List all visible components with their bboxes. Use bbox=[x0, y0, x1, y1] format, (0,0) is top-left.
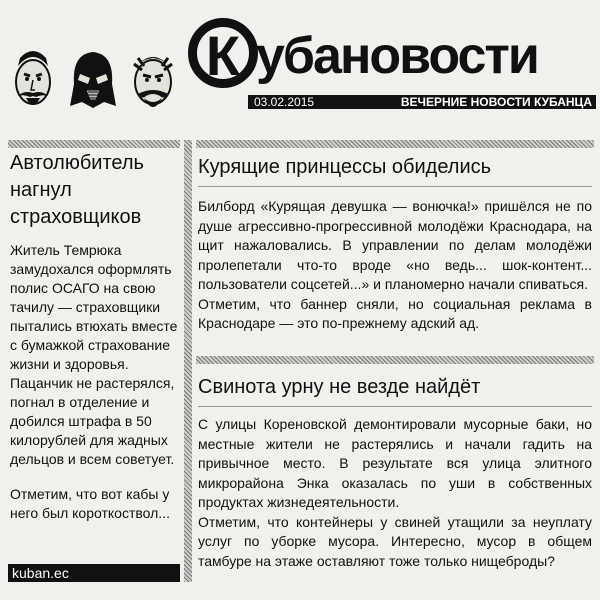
article-paragraph: С улицы Кореновской демонтировали мусорные баки, но местные жители не растерялись и начали гадить на привычное место. В результате вся улица элитного микрорайона Энка оказалась по уши в собственных продуктах жизнедеятельности. bbox=[198, 416, 592, 510]
vader-face-icon bbox=[66, 44, 120, 116]
sidebar-article bbox=[10, 150, 182, 539]
issue-date: 03.02.2015 bbox=[254, 95, 315, 109]
masthead bbox=[0, 0, 600, 120]
sidebar-article-paragraph: Отметим, что вот кабы у него был короткоствол... bbox=[10, 486, 170, 521]
article-paragraph: Отметим, что контейнеры у свиней утащили за неуплату услуг по уборке мусора. Интересно, мусор в общем тамбуре на этаже оставляют тоже только нищеброды? bbox=[198, 513, 592, 569]
article-separator bbox=[196, 356, 594, 364]
slogan: ВЕЧЕРНИЕ НОВОСТИ КУБАНЦА bbox=[400, 95, 592, 109]
faces-illustration bbox=[6, 44, 182, 116]
site-url-badge[interactable]: kuban.ec bbox=[8, 564, 180, 582]
article-top-rule bbox=[196, 140, 594, 148]
logo-letter: К bbox=[205, 24, 241, 87]
sidebar-article-title[interactable]: Автолюбитель нагнул страховщиков bbox=[10, 152, 144, 228]
logo-wordmark: убановости bbox=[256, 27, 538, 85]
article-1 bbox=[198, 154, 592, 334]
sidebar-article-paragraph: Житель Темрюка замудохался оформлять полис ОСАГО на свою тачилу — страховщики пытались втюхать вместе с бумажкой страхование жизни и здоровья. Пацанчик не растерялся, погнал в отделение и добился штрафа в 50 килорублей для жадных дельцов и всем советует. bbox=[10, 242, 178, 467]
article-title[interactable]: Курящие принцессы обиделись bbox=[198, 156, 492, 178]
sidebar-top-rule bbox=[8, 140, 180, 148]
article-paragraph: Отметим, что баннер сняли, но социальная реклама в Краснодаре — это по-прежнему адский ад. bbox=[198, 295, 592, 331]
column-divider bbox=[184, 140, 192, 582]
title-underline bbox=[198, 406, 592, 407]
warrior-face-icon bbox=[126, 44, 180, 116]
site-logo[interactable] bbox=[188, 18, 598, 98]
article-paragraph: Билборд «Курящая девушка — вонючка!» пришёлся не по душе агрессивно-прогрессивной молодёжи Краснодара, на щит нажаловались. В управлении по делам молодёжи пролепетали что-то вроде «но ведь... шок-контент... пользователи соцсетей...» и планомерно начали спиваться. bbox=[198, 198, 592, 292]
logo-ring bbox=[188, 18, 258, 88]
dateline-bar bbox=[248, 95, 596, 109]
article-2 bbox=[198, 374, 592, 571]
title-underline bbox=[198, 186, 592, 187]
cossack-face-icon bbox=[6, 44, 60, 116]
article-title[interactable]: Свинота урну не везде найдёт bbox=[198, 376, 481, 398]
